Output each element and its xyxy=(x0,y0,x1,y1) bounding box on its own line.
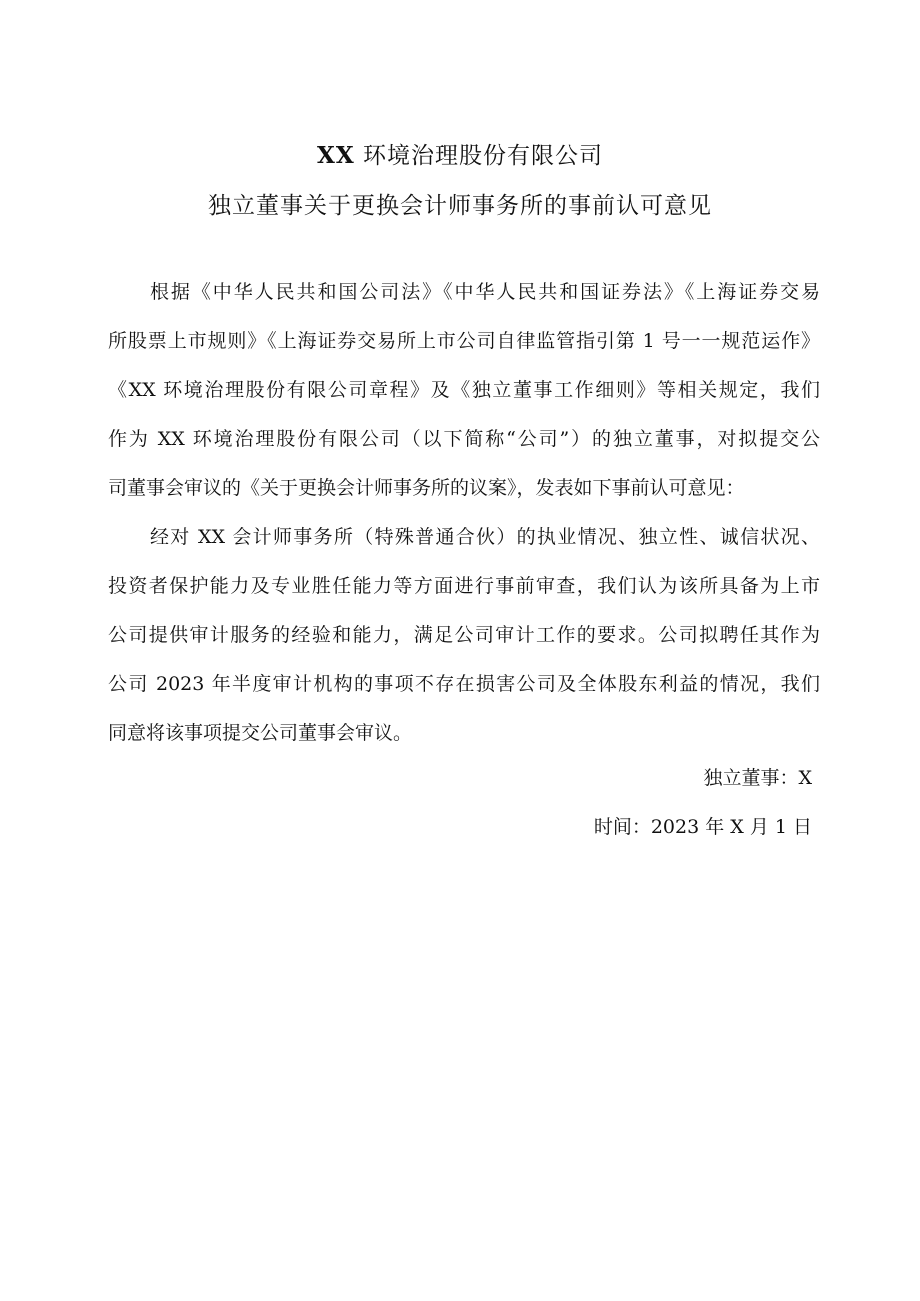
signature-directors: 独立董事：X xyxy=(703,767,812,789)
document-title: 独立董事关于更换会计师事务所的事前认可意见 xyxy=(208,193,712,219)
paragraph-line: 公司 2023 年半度审计机构的事项不存在损害公司及全体股东利益的情况，我们 xyxy=(108,673,820,695)
paragraph-line: 同意将该事项提交公司董事会审议。 xyxy=(108,722,413,744)
paragraph-line: 投资者保护能力及专业胜任能力等方面进行事前审查，我们认为该所具备为上市 xyxy=(108,575,820,597)
signature-date: 时间：2023 年 X 月 1 日 xyxy=(593,816,812,838)
paragraph-line: 司董事会审议的《关于更换会计师事务所的议案》，发表如下事前认可意见： xyxy=(108,477,745,499)
company-title xyxy=(0,137,920,170)
paragraph-line: 作为 XX 环境治理股份有限公司（以下简称“公司”）的独立董事，对拟提交公 xyxy=(108,428,820,450)
paragraph-line: 经对 XX 会计师事务所（特殊普通合伙）的执业情况、独立性、诚信状况、 xyxy=(150,526,820,548)
paragraph-line: 所股票上市规则》《上海证券交易所上市公司自律监管指引第 1 号一一规范运作》 xyxy=(108,330,820,352)
paragraph-line: 根据《中华人民共和国公司法》《中华人民共和国证券法》《上海证券交易 xyxy=(150,281,820,303)
company-title-prefix: XX xyxy=(316,142,355,169)
paragraph-line: 《XX 环境治理股份有限公司章程》及《独立董事工作细则》等相关规定，我们 xyxy=(108,379,820,401)
company-title-rest: 环境治理股份有限公司 xyxy=(363,143,603,169)
paragraph-line: 公司提供审计服务的经验和能力，满足公司审计工作的要求。公司拟聘任其作为 xyxy=(108,624,820,646)
